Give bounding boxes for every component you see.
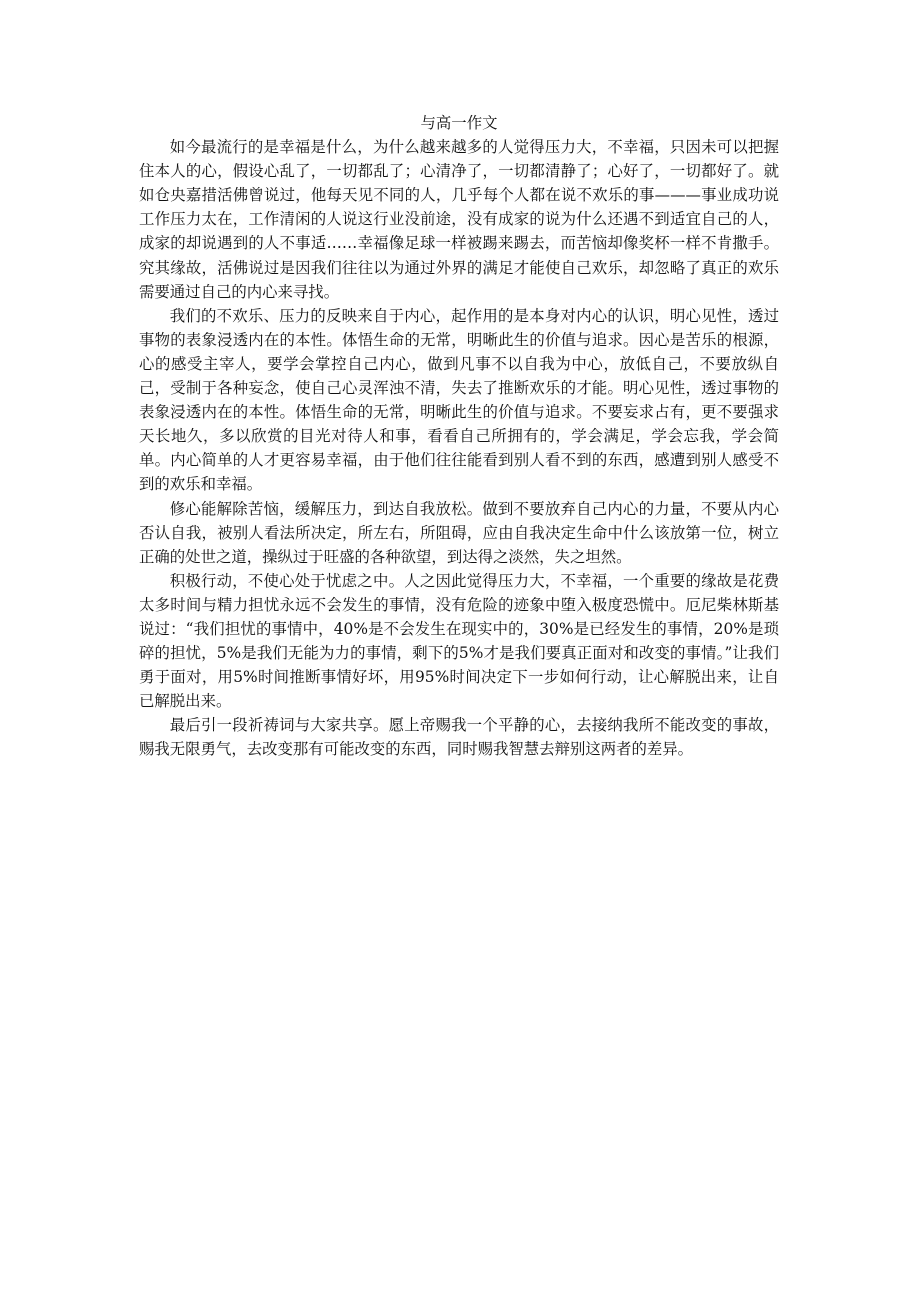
- paragraph-2: 我们的不欢乐、压力的反映来自于内心，起作用的是本身对内心的认识，明心见性，透过事物的表象浸透内在的本性。体悟生命的无常，明晰此生的价值与追求。因心是苦乐的根源，心的感受主宰人，要学会掌控自己内心，做到凡事不以自我为中心，放低自己，不要放纵自己，受制于各种妄念，使自己心灵浑浊不清，失去了推断欢乐的才能。明心见性，透过事物的表象浸透内在的本性。体悟生命的无常，明晰此生的价值与追求。不要妄求占有，更不要强求天长地久，多以欣赏的目光对待人和事，看看自己所拥有的，学会满足，学会忘我，学会简单。内心简单的人才更容易幸福，由于他们往往能看到别人看不到的东西，感遭到别人感受不到的欢乐和幸福。: [139, 306, 779, 494]
- paragraph-4: 积极行动，不使心处于忧虑之中。人之因此觉得压力大，不幸福，一个重要的缘故是花费太多时间与精力担忧永远不会发生的事情，没有危险的迹象中堕入极度恐慌中。厄尼柴林斯基说过：“我们担忧的事情中，40%是不会发生在现实中的，30%是已经发生的事情，20%是琐碎的担忧，5%是我们无能为力的事情，剩下的5%才是我们要真正面对和改变的事情。”让我们勇于面对，用5%时间推断事情好坏，用95%时间决定下一步如何行动，让心解脱出来，让自已解脱出来。: [139, 571, 779, 711]
- document-body: [139, 111, 779, 762]
- paragraph-5: 最后引一段祈祷词与大家共享。愿上帝赐我一个平静的心，去接纳我所不能改变的事故，赐我无限勇气，去改变那有可能改变的东西，同时赐我智慧去辩别这两者的差异。: [139, 716, 779, 759]
- paragraph-3: 修心能解除苦恼，缓解压力，到达自我放松。做到不要放弃自己内心的力量，不要从内心否认自我，被别人看法所决定，所左右，所阻碍，应由自我决定生命中什么该放第一位，树立正确的处世之道，操纵过于旺盛的各种欲望，到达得之淡然，失之坦然。: [139, 499, 779, 566]
- paragraph-1: 如今最流行的是幸福是什么，为什么越来越多的人觉得压力大，不幸福，只因未可以把握住本人的心，假设心乱了，一切都乱了；心清净了，一切都清静了；心好了，一切都好了。就如仓央嘉措活佛曾说过，他每天见不同的人，几乎每个人都在说不欢乐的事———事业成功说工作压力太在，工作清闲的人说这行业没前途，没有成家的说为什么还遇不到适宜自己的人，成家的却说遇到的人不事适……幸福像足球一样被踢来踢去，而苦恼却像奖杯一样不肯撒手。究其缘故，活佛说过是因我们往往以为通过外界的满足才能使自己欢乐，却忽略了真正的欢乐需要通过自己的内心来寻找。: [139, 138, 779, 301]
- document-title: 与高一作文: [420, 114, 498, 132]
